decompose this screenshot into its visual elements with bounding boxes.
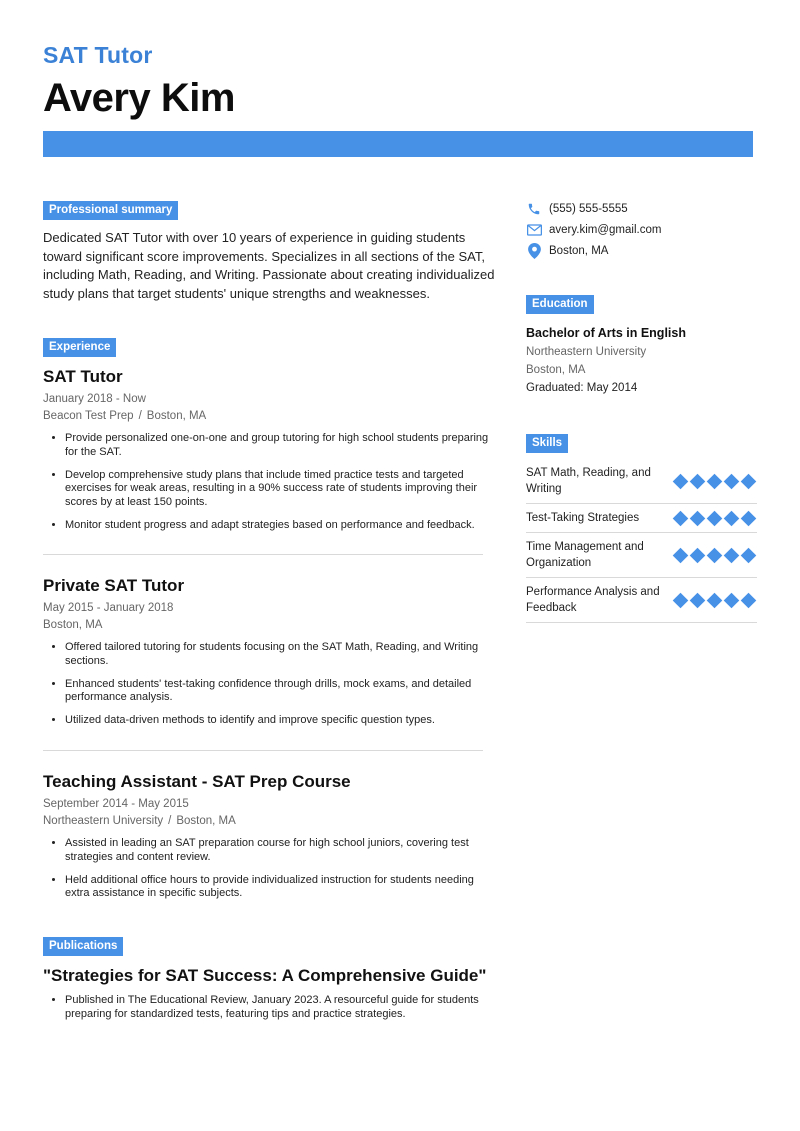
rating-diamond-icon <box>707 592 723 608</box>
job-dates: May 2015 - January 2018 <box>43 602 174 614</box>
list-item: • Monitor student progress and adapt strategies based on performance and feedback. <box>65 519 498 533</box>
summary-tag: Professional summary <box>43 201 178 220</box>
job-dates: September 2014 - May 2015 <box>43 798 189 810</box>
rating-diamond-icon <box>741 510 757 526</box>
divider <box>43 750 483 751</box>
job-bullets <box>43 641 498 728</box>
phone-icon <box>526 201 542 217</box>
rating-diamond-icon <box>690 547 706 563</box>
rating-diamond-icon <box>673 592 689 608</box>
rating-diamond-icon <box>741 473 757 489</box>
list-item: • Provide personalized one-on-one and group tutoring for high school students preparing for the SAT. <box>65 432 498 459</box>
job-dates: January 2018 - Now <box>43 393 146 405</box>
job-location: Boston, MA <box>176 815 236 827</box>
job-company: Northeastern University <box>43 815 164 827</box>
rating-diamond-icon <box>707 473 723 489</box>
job-title: Private SAT Tutor <box>43 576 185 595</box>
job-location: Boston, MA <box>146 410 207 422</box>
skill-name: Test-Taking Strategies <box>526 512 640 524</box>
rating-diamond-icon <box>673 547 689 563</box>
header-accent-bar <box>43 131 753 157</box>
job-title: SAT Tutor <box>43 367 123 386</box>
skill-rating <box>674 476 757 487</box>
list-item: • Published in The Educational Review, January 2023. A resourceful guide for students preparing for standardized tests, featuring tips and practice strategies. <box>65 994 498 1021</box>
list-item: • Offered tailored tutoring for students focusing on the SAT Math, Reading, and Writing sections. <box>65 641 498 668</box>
skill-row <box>526 533 757 578</box>
skills-section <box>526 433 757 623</box>
contact-block <box>526 198 757 261</box>
job-company: Beacon Test Prep <box>43 410 134 422</box>
experience-tag: Experience <box>43 338 116 357</box>
skill-rating <box>674 595 757 606</box>
skill-rating <box>674 513 757 524</box>
right-column <box>526 200 757 614</box>
list-item: • Held additional office hours to provide individualized instruction for students needing extra assistance in specific subjects. <box>65 874 498 901</box>
job-location: Boston, MA <box>43 619 103 631</box>
skills-list <box>526 459 757 623</box>
skill-name: Performance Analysis and Feedback <box>526 586 660 614</box>
resume-role: SAT Tutor <box>43 42 153 68</box>
publications-section <box>43 936 498 1031</box>
rating-diamond-icon <box>690 510 706 526</box>
education-degree: Bachelor of Arts in English <box>526 326 686 340</box>
summary-section <box>43 200 498 303</box>
skill-row <box>526 459 757 504</box>
skill-rating <box>674 550 757 561</box>
job-company-location <box>43 410 498 422</box>
publication-title: "Strategies for SAT Success: A Comprehensive Guide" <box>43 966 487 985</box>
contact-phone <box>526 198 757 219</box>
education-section <box>526 294 757 394</box>
rating-diamond-icon <box>707 510 723 526</box>
job-bullets <box>43 837 498 901</box>
divider <box>43 554 483 555</box>
rating-diamond-icon <box>724 547 740 563</box>
publications-tag: Publications <box>43 937 123 956</box>
job-entry <box>43 772 498 910</box>
job-company-location <box>43 815 498 827</box>
contact-email <box>526 219 757 240</box>
email-icon <box>526 222 542 238</box>
location-pin-icon <box>526 243 542 259</box>
skill-name: Time Management and Organization <box>526 541 644 569</box>
contact-email-text[interactable]: avery.kim@gmail.com <box>549 223 662 236</box>
education-tag: Education <box>526 295 594 314</box>
experience-section <box>43 337 498 357</box>
education-graduated: Graduated: May 2014 <box>526 382 638 394</box>
contact-location <box>526 240 757 261</box>
rating-diamond-icon <box>673 473 689 489</box>
summary-text: Dedicated SAT Tutor with over 10 years of experience in guiding students toward significant score improvements. Specializes in all sections of the SAT, including Math, Reading, and Writing. Passionate about creating individualized study plans that target students' unique strengths and weaknesses. <box>43 230 495 301</box>
job-entry <box>43 367 498 542</box>
contact-location-text: Boston, MA <box>549 244 609 257</box>
rating-diamond-icon <box>690 592 706 608</box>
resume-name: Avery Kim <box>43 76 235 120</box>
list-item: • Enhanced students' test-taking confidence through drills, mock exams, and detailed performance analysis. <box>65 678 498 705</box>
rating-diamond-icon <box>741 592 757 608</box>
rating-diamond-icon <box>673 510 689 526</box>
job-bullets <box>43 432 498 532</box>
publication-bullets <box>43 994 498 1021</box>
contact-phone-text: (555) 555-5555 <box>549 202 628 215</box>
rating-diamond-icon <box>690 473 706 489</box>
skill-row <box>526 578 757 623</box>
list-item: • Assisted in leading an SAT preparation course for high school juniors, covering test strategies and content review. <box>65 837 498 864</box>
rating-diamond-icon <box>741 547 757 563</box>
list-item: • Develop comprehensive study plans that include timed practice tests and targeted exercises for weak areas, resulting in a 90% success rate of students improving their scores by at least 150 points. <box>65 469 498 510</box>
skill-row <box>526 504 757 533</box>
rating-diamond-icon <box>724 510 740 526</box>
rating-diamond-icon <box>724 592 740 608</box>
job-title: Teaching Assistant - SAT Prep Course <box>43 772 351 791</box>
education-school: Northeastern University <box>526 346 647 358</box>
rating-diamond-icon <box>724 473 740 489</box>
skill-name: SAT Math, Reading, and Writing <box>526 467 651 495</box>
list-item: • Utilized data-driven methods to identify and improve specific question types. <box>65 714 498 728</box>
rating-diamond-icon <box>707 547 723 563</box>
education-location: Boston, MA <box>526 364 586 376</box>
separator: / <box>138 410 142 422</box>
separator: / <box>168 815 172 827</box>
skills-tag: Skills <box>526 434 568 453</box>
job-entry <box>43 576 498 737</box>
